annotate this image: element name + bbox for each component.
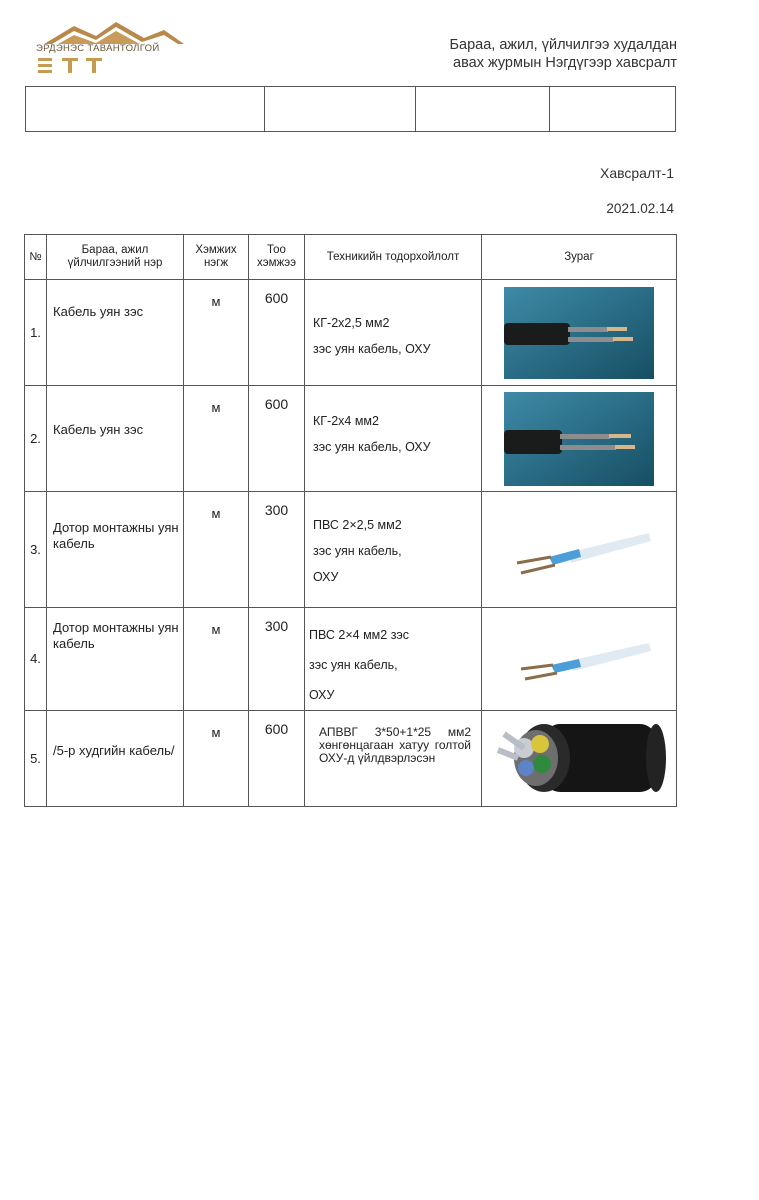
header-grid <box>25 86 676 132</box>
header-no: № <box>25 235 47 280</box>
table-row <box>25 711 677 807</box>
row-number: 5. <box>25 711 47 807</box>
item-unit: м <box>184 608 249 711</box>
document-date: 2021.02.14 <box>606 201 674 216</box>
row-number: 4. <box>25 608 47 711</box>
header-name: Бараа, ажил үйлчилгээний нэр <box>47 235 184 280</box>
header-qty: Тоо хэмжээ <box>249 235 305 280</box>
spec-line: КГ-2х2,5 мм2 <box>313 316 390 330</box>
spec-line: зэс уян кабель, <box>313 544 402 558</box>
item-name: Кабель уян зэс <box>47 280 184 386</box>
item-quantity: 600 <box>249 386 305 492</box>
company-name: ЭРДЭНЭС ТАВАНТОЛГОЙ <box>36 43 160 54</box>
item-spec <box>305 386 482 492</box>
header-unit: Хэмжих нэгж <box>184 235 249 280</box>
row-number: 1. <box>25 280 47 386</box>
item-unit: м <box>184 492 249 608</box>
spec-line: зэс уян кабель, ОХУ <box>313 440 431 454</box>
white-flexible-cable-photo-icon <box>499 629 659 689</box>
table-row <box>25 608 677 711</box>
two-core-black-cable-photo-icon <box>504 287 654 379</box>
item-quantity: 600 <box>249 280 305 386</box>
title-line-1: Бараа, ажил, үйлчилгээ худалдан <box>449 37 677 53</box>
item-quantity: 600 <box>249 711 305 807</box>
item-name: Дотор монтажны уян кабель <box>47 608 184 711</box>
table-row <box>25 280 677 386</box>
item-spec <box>305 608 482 711</box>
grid-divider <box>549 87 550 131</box>
item-name: /5-р худгийн кабель/ <box>47 711 184 807</box>
title-line-2: авах журмын Нэгдүгээр хавсралт <box>453 55 677 71</box>
header-picture: Зураг <box>482 235 677 280</box>
aluminum-armored-cable-photo-icon <box>484 714 674 804</box>
item-spec <box>305 492 482 608</box>
spec-line: ПВС 2×4 мм2 зэс <box>309 628 410 642</box>
spec-line: КГ-2х4 мм2 <box>313 414 379 428</box>
item-picture <box>482 386 677 492</box>
spec-line: зэс уян кабель, ОХУ <box>313 342 431 356</box>
two-core-black-cable-photo-icon <box>504 392 654 486</box>
spec-line: ПВС 2×2,5 мм2 <box>313 518 402 532</box>
item-quantity: 300 <box>249 492 305 608</box>
table-row <box>25 386 677 492</box>
item-spec: АПВВГ 3*50+1*25 мм2 хөнгөнцагаан хатуу голтой ОХУ-д үйлдвэрлэсэн <box>305 711 482 807</box>
header-spec: Техникийн тодорхойлолт <box>305 235 482 280</box>
grid-divider <box>415 87 416 131</box>
item-name: Кабель уян зэс <box>47 386 184 492</box>
document-title <box>450 36 677 72</box>
table-header-row <box>25 235 677 280</box>
annex-label: Хавсралт-1 <box>599 165 674 181</box>
items-table <box>24 234 677 807</box>
item-unit: м <box>184 386 249 492</box>
grid-divider <box>264 87 265 131</box>
item-name: Дотор монтажны уян кабель <box>47 492 184 608</box>
item-picture <box>482 492 677 608</box>
item-unit: м <box>184 280 249 386</box>
item-unit: м <box>184 711 249 807</box>
row-number: 3. <box>25 492 47 608</box>
item-picture <box>482 608 677 711</box>
item-quantity: 300 <box>249 608 305 711</box>
item-spec <box>305 280 482 386</box>
item-picture <box>482 280 677 386</box>
spec-line: зэс уян кабель, <box>309 658 398 672</box>
white-flexible-cable-photo-icon <box>499 515 659 585</box>
table-row <box>25 492 677 608</box>
row-number: 2. <box>25 386 47 492</box>
spec-line: ОХУ <box>309 688 335 702</box>
spec-line: ОХУ <box>313 570 339 584</box>
item-picture <box>482 711 677 807</box>
